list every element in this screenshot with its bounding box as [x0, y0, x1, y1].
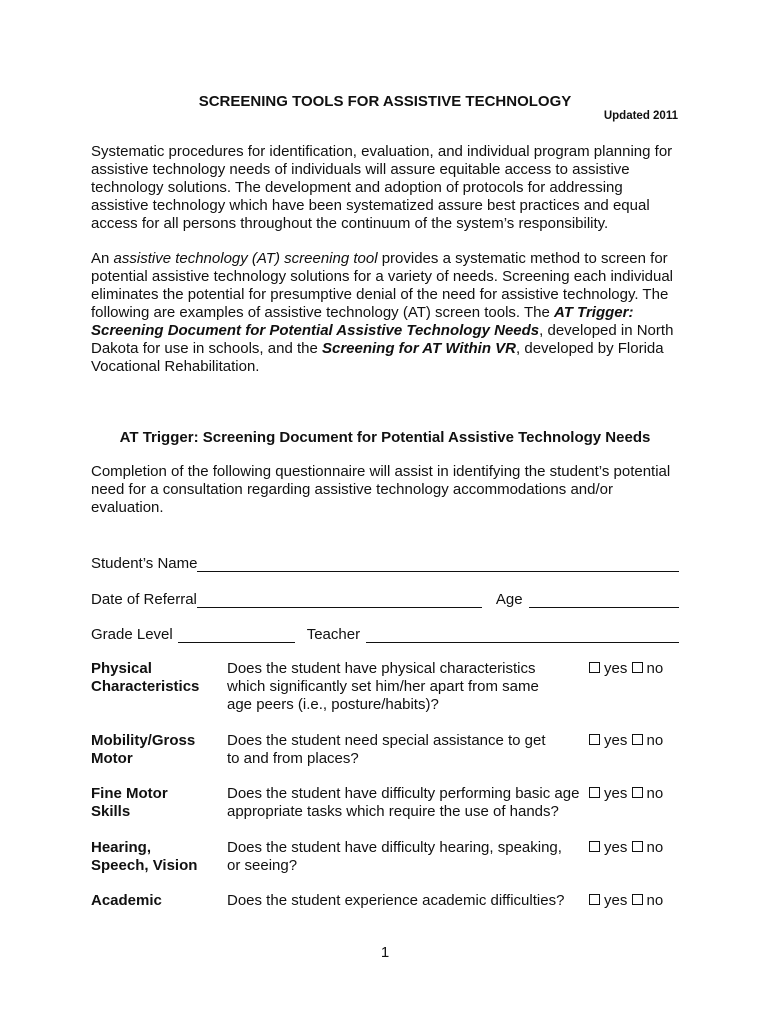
age-field[interactable]: [529, 593, 679, 608]
no-checkbox[interactable]: [632, 662, 643, 673]
yes-label: yes: [604, 732, 628, 749]
yes-label: yes: [604, 660, 628, 677]
question-text: Does the student have difficulty hearing, speaking, or seeing?: [227, 839, 562, 874]
no-checkbox[interactable]: [632, 734, 643, 745]
category-line-2: Skills: [91, 803, 131, 820]
yes-label: yes: [604, 892, 628, 909]
yes-no-options: [589, 785, 663, 803]
category-line-2: Speech, Vision: [91, 857, 198, 874]
date-referral-row: [91, 588, 679, 608]
yes-no-options: [589, 732, 663, 750]
question-category: [91, 785, 221, 821]
category-line-2: Motor: [91, 750, 133, 767]
no-label: no: [646, 660, 664, 677]
p2-text-b: provides a systematic method to screen for potential assistive technology solutions for a variety of needs. Screening each individual eliminates the potential for presumptive denial of the need for assistive technology. The following are examples of assistive technology (AT) screen tools. The: [91, 250, 674, 321]
category-line-1: Hearing,: [91, 839, 152, 856]
section-heading: AT Trigger: Screening Document for Potential Assistive Technology Needs: [119, 429, 651, 446]
grade-level-field[interactable]: [178, 628, 295, 643]
question-text: Does the student experience academic difficulties?: [227, 892, 565, 909]
teacher-label: Teacher: [306, 626, 361, 643]
no-label: no: [646, 892, 664, 909]
yes-label: yes: [604, 785, 628, 802]
yes-checkbox[interactable]: [589, 894, 600, 905]
yes-checkbox[interactable]: [589, 787, 600, 798]
grade-level-label: Grade Level: [91, 626, 173, 643]
page-number: 1: [380, 944, 390, 961]
question-category: [91, 660, 221, 696]
p2-vr-title: Screening for AT Within VR: [321, 340, 517, 357]
no-label: no: [646, 785, 664, 802]
question-category: [91, 892, 221, 910]
grade-teacher-row: [91, 623, 679, 643]
category-line-1: Fine Motor: [91, 785, 168, 802]
date-referral-label: Date of Referral: [91, 591, 197, 608]
question-text: Does the student have difficulty performing basic age appropriate tasks which require the use of hands?: [227, 785, 580, 820]
yes-checkbox[interactable]: [589, 734, 600, 745]
category-line-1: Academic: [91, 892, 162, 909]
p2-at-trigger-title: AT Trigger: Screening Document for Potential Assistive Technology Needs: [91, 304, 634, 339]
category-line-1: Physical: [91, 660, 152, 677]
category-line-1: Mobility/Gross: [91, 732, 196, 749]
no-label: no: [646, 732, 664, 749]
yes-checkbox[interactable]: [589, 841, 600, 852]
updated-date: Updated 2011: [603, 110, 678, 122]
intro-paragraph-1: Systematic procedures for identification, evaluation, and individual program planning for assistive technology needs of individuals will assure equitable access to assistive technology solutions. The development and adoption of protocols for addressing assistive technology which have been systematized assure best practices and equal access for all persons throughout the continuum of the system’s responsibility.: [91, 143, 673, 232]
document-title: SCREENING TOOLS FOR ASSISTIVE TECHNOLOGY: [198, 93, 572, 110]
student-name-field[interactable]: [197, 557, 679, 572]
yes-checkbox[interactable]: [589, 662, 600, 673]
intro-paragraph-2: [91, 250, 683, 376]
no-checkbox[interactable]: [632, 894, 643, 905]
student-name-row: [91, 552, 679, 572]
p2-italic-term: assistive technology (AT) screening tool: [113, 250, 378, 267]
category-line-2: Characteristics: [91, 678, 200, 695]
yes-label: yes: [604, 839, 628, 856]
question-text: Does the student have physical characteristics which significantly set him/her apart from same age peers (i.e., posture/habits)?: [227, 660, 539, 713]
no-checkbox[interactable]: [632, 841, 643, 852]
p2-text-d: , developed by Florida Vocational Rehabilitation.: [91, 340, 664, 375]
question-text: Does the student need special assistance to get to and from places?: [227, 732, 546, 767]
question-category: [91, 732, 221, 768]
yes-no-options: [589, 892, 663, 910]
no-checkbox[interactable]: [632, 787, 643, 798]
yes-no-options: [589, 660, 663, 678]
yes-no-options: [589, 839, 663, 857]
p2-text-a: An: [91, 250, 114, 267]
p2-text-c: , developed in North Dakota for use in schools, and the: [91, 322, 674, 357]
student-name-label: Student’s Name: [91, 555, 198, 572]
no-label: no: [646, 839, 664, 856]
section-description: Completion of the following questionnaire will assist in identifying the student’s potential need for a consultation regarding assistive technology accommodations and/or evaluation.: [91, 463, 671, 516]
question-category: [91, 839, 221, 875]
date-referral-field[interactable]: [197, 593, 482, 608]
age-label: Age: [495, 591, 523, 608]
teacher-field[interactable]: [366, 628, 679, 643]
